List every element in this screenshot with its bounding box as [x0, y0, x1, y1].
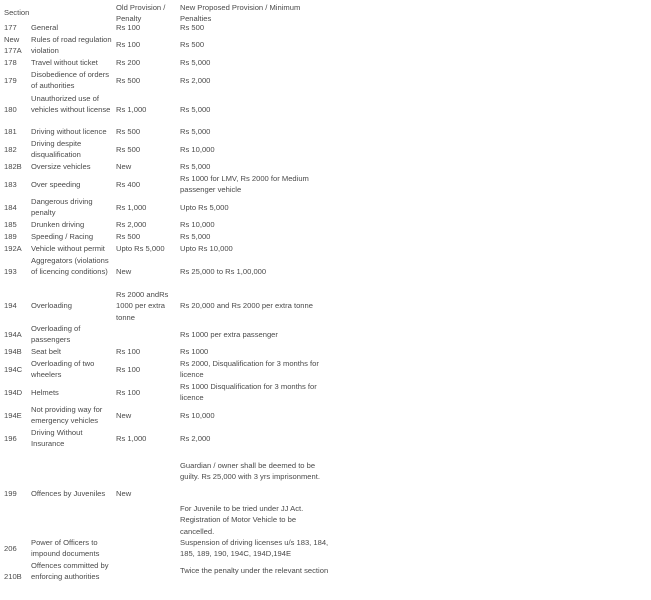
section-number: 182 [4, 145, 17, 154]
offence-name: Driving Without Insurance [31, 428, 83, 449]
old-penalty: Rs 1,000 [116, 203, 147, 212]
new-penalty: Rs 25,000 to Rs 1,00,000 [180, 267, 267, 276]
section-number: 183 [4, 180, 17, 189]
new-penalty: Rs 1000 [180, 347, 209, 356]
section-number: 180 [4, 105, 17, 114]
offence-name: General [31, 23, 59, 32]
new-penalty: Rs 20,000 and Rs 2000 per extra tonne [180, 301, 313, 310]
new-penalty: Rs 5,000 [180, 162, 211, 171]
section-number: 199 [4, 489, 17, 498]
old-penalty: Rs 100 [116, 40, 141, 49]
section-number: 194C [4, 365, 23, 374]
old-penalty: Rs 100 [116, 365, 141, 374]
offence-name: Rules of road regulation violation [31, 35, 112, 56]
offence-name: Overloading of passengers [31, 324, 81, 345]
old-penalty: Rs 100 [116, 23, 141, 32]
section-number: 184 [4, 203, 17, 212]
offence-name: Power of Officers to impound documents [31, 538, 100, 559]
old-penalty: Rs 1,000 [116, 105, 147, 114]
section-number: 194D [4, 388, 23, 397]
old-penalty: Rs 2,000 [116, 220, 147, 229]
new-penalty-extra: For Juvenile to be tried under JJ Act. Registration of Motor Vehicle to be cancelled. [180, 504, 304, 536]
offence-name: Speeding / Racing [31, 232, 94, 241]
section-number: 177 [4, 23, 17, 32]
offence-name: Offences by Juveniles [31, 489, 106, 498]
section-number: 210B [4, 572, 22, 581]
new-penalty: Rs 5,000 [180, 232, 211, 241]
header-old-provision: Old Provision / Penalty [116, 3, 166, 24]
section-number: 185 [4, 220, 17, 229]
section-number: 194A [4, 330, 22, 339]
new-penalty: Suspension of driving licenses u/s 183, 184, 185, 189, 190, 194C, 194D,194E [180, 538, 329, 559]
old-penalty: Rs 200 [116, 58, 141, 67]
header-new-provision: New Proposed Provision / Minimum Penalties [180, 3, 301, 24]
new-penalty: Rs 2,000 [180, 434, 211, 443]
offence-name: Driving without licence [31, 127, 107, 136]
offence-name: Driving despite disqualification [31, 139, 82, 160]
new-penalty: Rs 500 [180, 40, 205, 49]
offence-name: Seat belt [31, 347, 61, 356]
new-penalty: Rs 1000 for LMV, Rs 2000 for Medium passenger vehicle [180, 174, 309, 195]
old-penalty: Rs 500 [116, 145, 141, 154]
new-penalty: Rs 500 [180, 23, 205, 32]
offence-name: Aggregators (violations of licencing conditions) [31, 256, 109, 277]
offence-name: Unauthorized use of vehicles without license [31, 94, 111, 115]
section-number: 179 [4, 76, 17, 85]
old-penalty: Rs 100 [116, 388, 141, 397]
old-penalty: Rs 500 [116, 232, 141, 241]
offence-name: Vehicle without permit [31, 244, 105, 253]
new-penalty: Upto Rs 5,000 [180, 203, 229, 212]
offence-name: Helmets [31, 388, 59, 397]
new-penalty: Guardian / owner shall be deemed to be guilty. Rs 25,000 with 3 yrs imprisonment. [180, 461, 320, 482]
offence-name: Drunken driving [31, 220, 85, 229]
section-number: 182B [4, 162, 22, 171]
new-penalty: Rs 10,000 [180, 411, 215, 420]
offence-name: Dangerous driving penalty [31, 197, 93, 218]
offence-name: Oversize vehicles [31, 162, 91, 171]
offence-name: Not providing way for emergency vehicles [31, 405, 103, 426]
section-number: 194 [4, 301, 17, 310]
old-penalty: Rs 400 [116, 180, 141, 189]
new-penalty: Rs 2000, Disqualification for 3 months for licence [180, 359, 319, 380]
offence-name: Offences committed by enforcing authorities [31, 561, 109, 582]
section-number: 189 [4, 232, 17, 241]
header-section: Section [4, 8, 30, 17]
section-number: New 177A [4, 35, 22, 56]
section-number: 196 [4, 434, 17, 443]
new-penalty: Rs 2,000 [180, 76, 211, 85]
section-number: 193 [4, 267, 17, 276]
old-penalty: New [116, 162, 132, 171]
old-penalty: New [116, 489, 132, 498]
section-number: 206 [4, 544, 17, 553]
offence-name: Travel without ticket [31, 58, 98, 67]
old-penalty: Rs 1,000 [116, 434, 147, 443]
old-penalty: New [116, 267, 132, 276]
section-number: 181 [4, 127, 17, 136]
new-penalty: Rs 1000 per extra passenger [180, 330, 278, 339]
new-penalty: Rs 5,000 [180, 58, 211, 67]
old-penalty: Rs 500 [116, 76, 141, 85]
section-number: 178 [4, 58, 17, 67]
old-penalty: New [116, 411, 132, 420]
section-number: 192A [4, 244, 22, 253]
new-penalty: Upto Rs 10,000 [180, 244, 233, 253]
old-penalty: Rs 2000 andRs 1000 per extra tonne [116, 290, 169, 322]
new-penalty: Rs 5,000 [180, 105, 211, 114]
new-penalty: Rs 10,000 [180, 220, 215, 229]
section-number: 194B [4, 347, 22, 356]
old-penalty: Rs 500 [116, 127, 141, 136]
old-penalty: Rs 100 [116, 347, 141, 356]
offence-name: Overloading of two wheelers [31, 359, 95, 380]
offence-name: Over speeding [31, 180, 81, 189]
new-penalty: Rs 10,000 [180, 145, 215, 154]
offence-name: Overloading [31, 301, 72, 310]
new-penalty: Rs 1000 Disqualification for 3 months for licence [180, 382, 317, 403]
new-penalty: Rs 5,000 [180, 127, 211, 136]
offence-name: Disobedience of orders of authorities [31, 70, 110, 91]
old-penalty: Upto Rs 5,000 [116, 244, 165, 253]
section-number: 194E [4, 411, 22, 420]
table-header [0, 2, 651, 24]
new-penalty: Twice the penalty under the relevant section [180, 566, 329, 575]
